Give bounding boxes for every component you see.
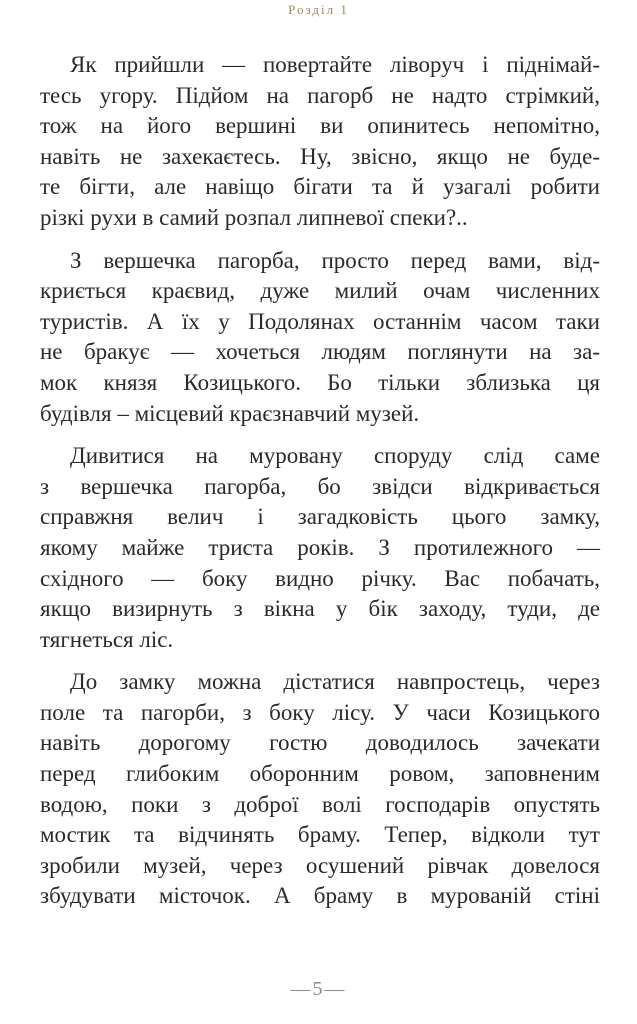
text-line: тесь угору. Підйом на пагорб не надто стрімкий,	[40, 82, 600, 108]
text-line: не бракує — хочеться людям поглянути на за-	[40, 339, 600, 365]
text-line: туристів. А їх у Подолянах останнім часом таки	[40, 308, 600, 334]
text-line: навіть не захекаєтесь. Ну, звісно, якщо не буде-	[40, 143, 600, 169]
text-line: різкі рухи в самий розпал липневої спеки?..	[40, 204, 468, 230]
page-number: —5—	[290, 978, 347, 1000]
paragraph-3	[40, 441, 600, 655]
paragraph-1	[40, 50, 600, 234]
text-line: Дивитися на муровану споруду слід саме	[70, 443, 600, 469]
text-line: те бігти, але навіщо бігати та й узагалі робити	[40, 174, 600, 200]
text-line: з вершечка пагорба, бо звідси відкривається	[40, 473, 600, 499]
text-line: криється краєвид, дуже милий очам численних	[40, 278, 600, 304]
text-line: навіть дорогому гостю доводилось зачекати	[40, 730, 600, 756]
text-line: збудувати місточок. А браму в мурованій стіні	[40, 883, 600, 909]
text-line: мостик та відчинять браму. Тепер, відколи тут	[40, 822, 600, 848]
text-line: якщо визирнуть з вікна у бік заходу, туди, де	[40, 596, 600, 622]
text-line: будівля – місцевий краєзнавчий музей.	[40, 400, 420, 426]
text-line: мок князя Козицького. Бо тільки зблизька ця	[40, 369, 600, 395]
text-line: До замку можна дістатися навпростець, через	[70, 669, 600, 695]
text-line: водою, поки з доброї волі господарів опустять	[40, 791, 600, 817]
text-line: якому майже триста років. З протилежного —	[40, 534, 600, 560]
text-line: поле та пагорби, з боку лісу. У часи Козицького	[40, 699, 600, 725]
body-text	[40, 50, 600, 912]
text-line: зробили музей, через осушений рівчак довелося	[40, 852, 600, 878]
text-line: Як прийшли — повертайте ліворуч і піднімай-	[70, 52, 600, 77]
text-line: тягнеться ліс.	[40, 626, 174, 652]
text-line: З вершечка пагорба, просто перед вами, від-	[70, 247, 600, 273]
text-line: тож на його вершині ви опинитесь непомітно,	[40, 113, 600, 139]
text-line: східного — боку видно річку. Вас побачать,	[40, 565, 600, 591]
paragraph-4	[40, 667, 600, 912]
text-line: справжня велич і загадковість цього замку,	[40, 504, 600, 530]
running-head: Розділ 1	[288, 2, 349, 17]
text-line: перед глибоким оборонним ровом, заповненим	[40, 761, 600, 787]
paragraph-2	[40, 246, 600, 430]
